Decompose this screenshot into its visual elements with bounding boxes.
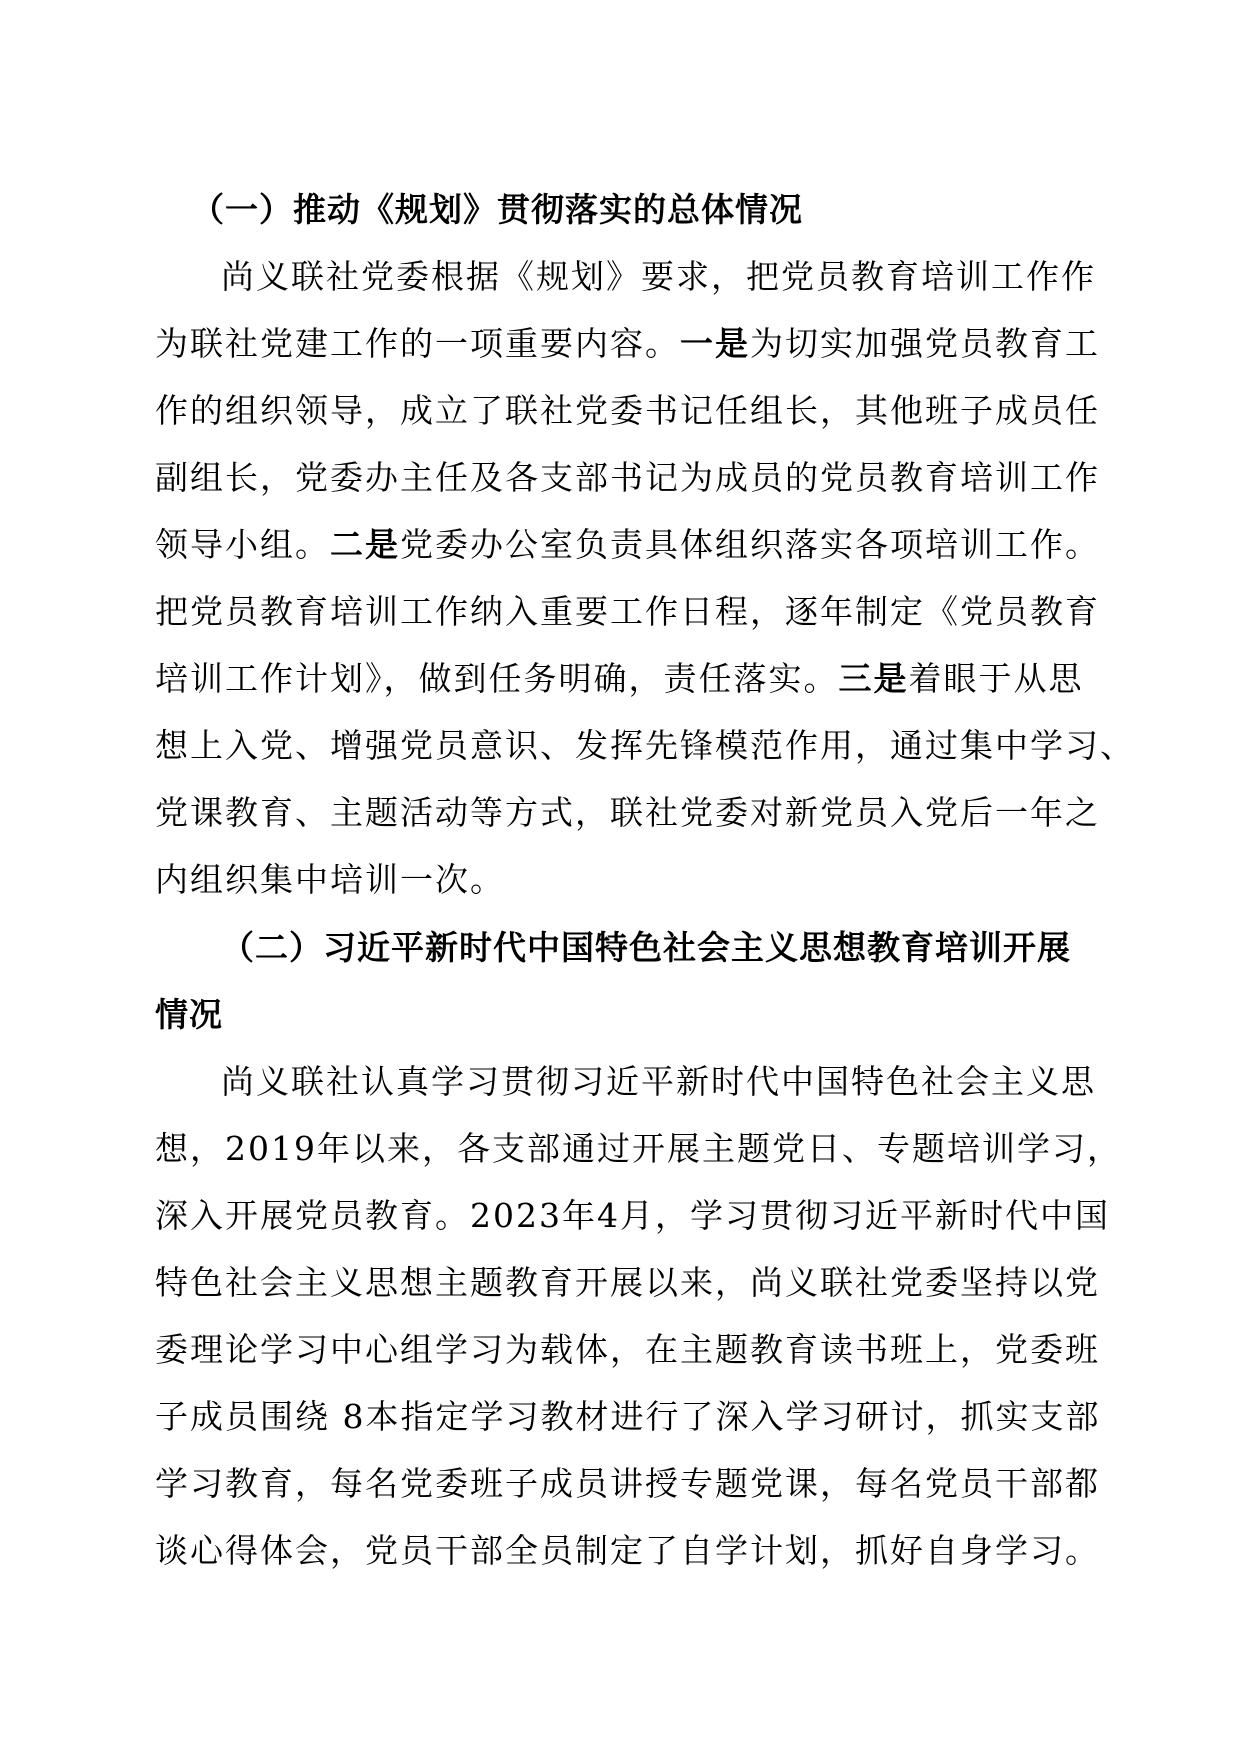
paragraph-line: 特色社会主义思想主题教育开展以来，尚义联社党委坚持以党 (155, 1263, 1100, 1302)
section-1-heading (155, 176, 1085, 243)
paragraph-line: 深入开展党员教育。2023年4月，学习贯彻习近平新时代中国 (155, 1196, 1110, 1235)
paragraph-line: 想，2019年以来，各支部通过开展主题党日、专题培训学习， (155, 1129, 1122, 1168)
paragraph-line: 子成员围绕 8本指定学习教材进行了深入学习研讨，抓实支部 (155, 1397, 1101, 1436)
paragraph-line: 委理论学习中心组学习为载体，在主题教育读书班上，党委班 (155, 1330, 1100, 1369)
paragraph-line: 培训工作计划》，做到任务明确，责任落实。三是着眼于从思 (155, 659, 1084, 698)
section-2-paragraph (155, 1048, 1122, 1584)
paragraph-line: 把党员教育培训工作纳入重要工作日程，逐年制定《党员教育 (155, 592, 1100, 631)
paragraph-line: 内组织集中培训一次。 (155, 860, 505, 899)
paragraph-line: 尚义联社认真学习贯彻习近平新时代中国特色社会主义思 (221, 1062, 1096, 1101)
emphasis-third: 三是 (838, 659, 909, 698)
paragraph-line: 作的组织领导，成立了联社党委书记任组长，其他班子成员任 (155, 391, 1100, 430)
paragraph-line: 谈心得体会，党员干部全员制定了自学计划，抓好自身学习。 (155, 1531, 1100, 1570)
paragraph-line: 副组长，党委办主任及各支部书记为成员的党员教育培训工作 (155, 458, 1100, 497)
paragraph-line: 想上入党、增强党员意识、发挥先锋模范作用，通过集中学习、 (155, 726, 1135, 765)
paragraph-line: 尚义联社党委根据《规划》要求，把党员教育培训工作作 (221, 257, 1096, 296)
paragraph-line: 党课教育、主题活动等方式，联社党委对新党员入党后一年之 (155, 793, 1100, 832)
section-2-heading-line-1: （二）习近平新时代中国特色社会主义思想教育培训开展 (221, 928, 1071, 967)
section-1-paragraph (155, 243, 1135, 913)
paragraph-line: 为联社党建工作的一项重要内容。一是为切实加强党员教育工 (155, 324, 1100, 363)
paragraph-line: 学习教育，每名党委班子成员讲授专题党课，每名党员干部都 (155, 1464, 1100, 1503)
paragraph-line: 领导小组。二是党委办公室负责具体组织落实各项培训工作。 (155, 525, 1100, 564)
emphasis-second: 二是 (330, 525, 400, 564)
section-2-heading (155, 914, 1085, 1048)
section-1-heading-text: （一）推动《规划》贯彻落实的总体情况 (191, 190, 803, 229)
emphasis-first: 一是 (680, 324, 750, 363)
section-2-heading-line-2: 情况 (155, 995, 223, 1034)
